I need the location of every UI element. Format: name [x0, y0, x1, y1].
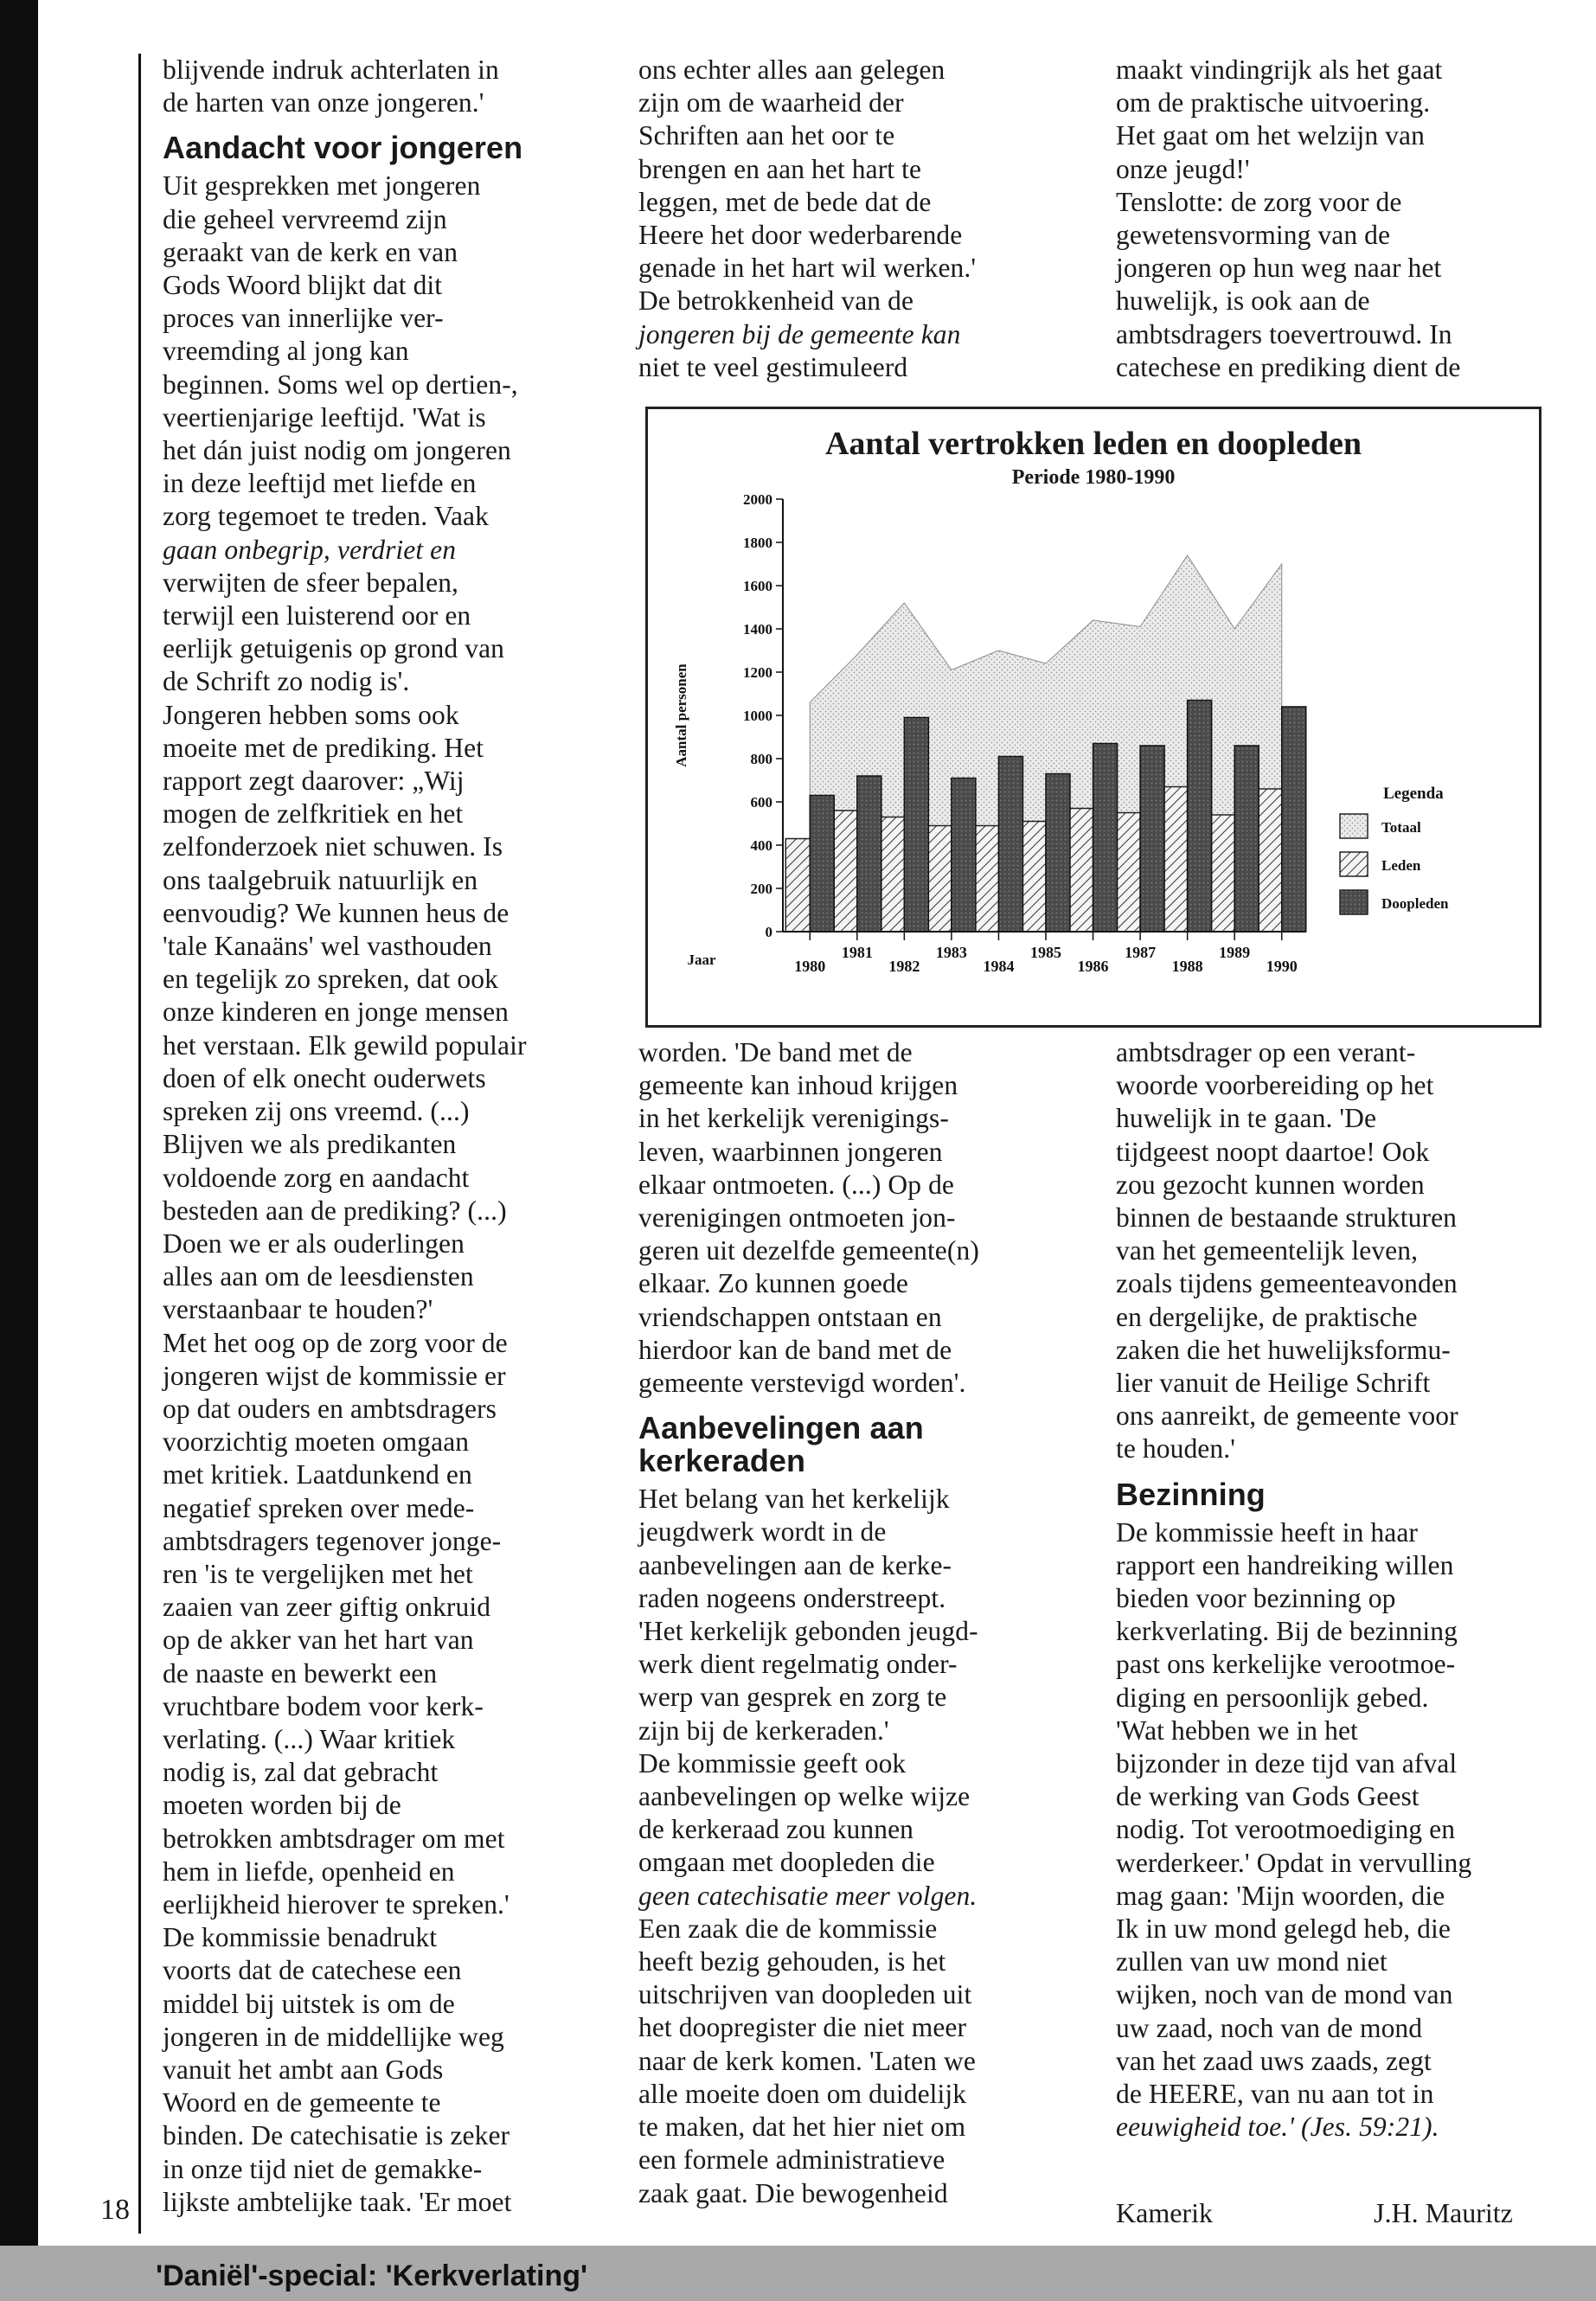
- text-line: de Schrift zo nodig is'.: [163, 666, 410, 697]
- text-line: mogen de zelfkritiek en het: [163, 798, 464, 830]
- text-line: beginnen. Soms wel op dertien-,: [163, 369, 518, 400]
- text-line: het dán juist nodig om jongeren: [163, 435, 511, 466]
- text-line: De kommissie benadrukt: [163, 1922, 438, 1953]
- footer-section-title: 'Daniël'-special: 'Kerkverlating': [156, 2259, 588, 2292]
- text-line: worden. 'De band met de: [638, 1037, 913, 1067]
- x-tick-label: 1980: [794, 958, 826, 975]
- section-heading: Bezinning: [1116, 1476, 1266, 1512]
- bar-doopleden: [857, 776, 881, 932]
- legend-label: Doopleden: [1381, 895, 1449, 912]
- x-tick-label: 1982: [888, 958, 920, 975]
- text-line: ons aanreikt, de gemeente voor: [1116, 1400, 1458, 1432]
- text-line: zijn bij de kerkeraden.': [638, 1715, 889, 1746]
- text-line: in het kerkelijk verenigings-: [638, 1103, 949, 1134]
- bar-leden: [1022, 822, 1046, 933]
- x-tick-label: 1990: [1266, 958, 1298, 975]
- page-edge-bar: [0, 0, 38, 2301]
- text-line: vruchtbare bodem voor kerk-: [163, 1690, 484, 1721]
- text-line: alle moeite doen om duidelijk: [638, 2078, 967, 2109]
- text-line: veertienjarige leeftijd. 'Wat is: [163, 401, 486, 433]
- text-line: van het gemeentelijk leven,: [1116, 1235, 1419, 1266]
- text-line: omgaan met doopleden die: [638, 1847, 935, 1878]
- text-line: diging en persoonlijk gebed.: [1116, 1682, 1429, 1713]
- legend-title: Legenda: [1383, 785, 1444, 803]
- y-tick-label: 1400: [743, 621, 772, 638]
- text-line: kerkverlating. Bij de bezinning: [1116, 1616, 1458, 1647]
- text-line: voorts dat de catechese een: [163, 1955, 462, 1986]
- text-line: gewetensvorming van de: [1116, 220, 1391, 251]
- text-line: Gods Woord blijkt dat dit: [163, 270, 443, 301]
- text-line: Jongeren hebben soms ook: [163, 699, 459, 730]
- text-line: te maken, dat het hier niet om: [638, 2112, 966, 2143]
- text-line: rapport een handreiking willen: [1116, 1549, 1454, 1580]
- bar-doopleden: [904, 718, 928, 933]
- section-heading-continued: kerkeraden: [638, 1443, 806, 1479]
- text-line: huwelijk in te gaan. 'De: [1116, 1103, 1377, 1134]
- x-axis-label: Jaar: [687, 952, 716, 968]
- text-line: van het zaad uws zaads, zegt: [1116, 2045, 1432, 2076]
- bar-doopleden: [1188, 701, 1212, 933]
- text-line: De betrokkenheid van de: [638, 285, 914, 317]
- bar-doopleden: [810, 796, 834, 933]
- legend-label: Leden: [1381, 857, 1421, 874]
- text-line: verstaanbaar te houden?': [163, 1294, 433, 1325]
- text-line: op de akker van het hart van: [163, 1625, 474, 1656]
- text-line: genade in het hart wil werken.': [638, 253, 977, 284]
- text-line: ambtsdragers toevertrouwd. In: [1116, 318, 1452, 349]
- text-line: doen of elk onecht ouderwets: [163, 1062, 486, 1093]
- chart-svg: [648, 409, 1539, 1025]
- text-line: vreemding al jong kan: [163, 336, 409, 367]
- y-axis-label: Aantal personen: [673, 663, 689, 767]
- text-line: gemeente kan inhoud krijgen: [638, 1070, 958, 1101]
- text-line: ren 'is te vergelijken met het: [163, 1558, 473, 1589]
- bar-doopleden: [1046, 774, 1070, 933]
- text-line: woorde voorbereiding op het: [1116, 1070, 1434, 1101]
- text-line: in deze leeftijd met liefde en: [163, 468, 477, 499]
- text-line: het verstaan. Elk gewild populair: [163, 1029, 527, 1061]
- bar-doopleden: [1140, 746, 1164, 932]
- legend-swatch: [1340, 852, 1368, 876]
- text-line: zaken die het huwelijksformu-: [1116, 1334, 1451, 1365]
- text-line: jongeren bij de gemeente kan: [638, 318, 961, 349]
- text-line: binden. De catechisatie is zeker: [163, 2120, 510, 2151]
- section-heading: Aanbevelingen aan: [638, 1410, 924, 1446]
- text-line: leggen, met de bede dat de: [638, 186, 932, 217]
- text-line: zelfonderzoek niet schuwen. Is: [163, 831, 503, 862]
- text-line: Doen we er als ouderlingen: [163, 1227, 465, 1259]
- column-3-top: [1116, 54, 1460, 384]
- y-tick-label: 200: [750, 881, 772, 897]
- text-line: werderkeer.' Opdat in vervulling: [1116, 1847, 1472, 1878]
- bar-leden: [785, 839, 810, 933]
- x-tick-label: 1984: [983, 958, 1015, 975]
- text-line: proces van innerlijke ver-: [163, 303, 444, 334]
- text-line: brengen en aan het hart te: [638, 153, 922, 184]
- text-line: in onze tijd niet de gemakke-: [163, 2153, 483, 2184]
- text-line: wijken, noch van de mond van: [1116, 1979, 1453, 2010]
- y-tick-label: 600: [750, 794, 772, 811]
- text-line: die geheel vervreemd zijn: [163, 203, 447, 234]
- text-line: 'Wat hebben we in het: [1116, 1715, 1358, 1746]
- bar-doopleden: [1234, 746, 1259, 932]
- section-heading: Aandacht voor jongeren: [163, 130, 523, 166]
- text-line: vanuit het ambt aan Gods: [163, 2054, 444, 2085]
- text-line: spreken zij ons vreemd. (...): [163, 1096, 470, 1127]
- x-tick-label: 1986: [1077, 958, 1109, 975]
- text-line: zaaien van zeer giftig onkruid: [163, 1592, 491, 1623]
- text-line: 'tale Kanaäns' wel vasthouden: [163, 931, 492, 962]
- text-line: Een zaak die de kommissie: [638, 1913, 938, 1944]
- text-line: mag gaan: 'Mijn woorden, die: [1116, 1880, 1445, 1911]
- text-line: eerlijkheid hierover te spreken.': [163, 1888, 510, 1920]
- text-line: geraakt van de kerk en van: [163, 236, 458, 267]
- text-line: de werking van Gods Geest: [1116, 1781, 1420, 1812]
- text-line: onze kinderen en jonge mensen: [163, 997, 510, 1028]
- bar-leden: [927, 826, 952, 933]
- text-line: geen catechisatie meer volgen.: [638, 1880, 977, 1911]
- text-line: de naaste en bewerkt een: [163, 1657, 438, 1689]
- y-tick-label: 1000: [743, 708, 772, 724]
- y-tick-label: 2000: [743, 491, 772, 508]
- text-line: Tenslotte: de zorg voor de: [1116, 186, 1402, 217]
- text-line: elkaar. Zo kunnen goede: [638, 1268, 908, 1299]
- text-line: verlating. (...) Waar kritiek: [163, 1723, 456, 1754]
- y-tick-label: 400: [750, 837, 772, 854]
- text-line: te houden.': [1116, 1433, 1235, 1465]
- text-line: en tegelijk zo spreken, dat ook: [163, 964, 498, 995]
- bar-leden: [1116, 813, 1140, 933]
- text-line: zullen van uw mond niet: [1116, 1946, 1388, 1977]
- text-line: de harten van onze jongeren.': [163, 87, 484, 119]
- text-line: catechese en prediking dient de: [1116, 351, 1461, 382]
- text-line: Blijven we als predikanten: [163, 1129, 457, 1160]
- text-line: rapport zegt daarover: „Wij: [163, 766, 465, 797]
- text-line: zaak gaat. Die bewogenheid: [638, 2177, 948, 2208]
- y-tick-label: 1600: [743, 578, 772, 594]
- bar-leden: [1163, 787, 1188, 933]
- bar-doopleden: [998, 757, 1022, 933]
- text-line: De kommissie geeft ook: [638, 1747, 907, 1779]
- text-line: alles aan om de leesdiensten: [163, 1261, 474, 1292]
- bar-doopleden: [1093, 744, 1118, 933]
- text-line: nodig is, zal dat gebracht: [163, 1757, 439, 1788]
- x-tick-label: 1983: [935, 944, 967, 961]
- text-line: eenvoudig? We kunnen heus de: [163, 897, 510, 928]
- text-line: negatief spreken over mede-: [163, 1492, 475, 1523]
- text-line: jongeren wijst de kommissie er: [163, 1360, 506, 1391]
- x-tick-label: 1985: [1030, 944, 1061, 961]
- text-line: 'Het kerkelijk gebonden jeugd-: [638, 1616, 978, 1647]
- bar-doopleden: [1282, 707, 1306, 932]
- text-line: moeten worden bij de: [163, 1790, 401, 1821]
- text-line: op dat ouders en ambtsdragers: [163, 1393, 497, 1424]
- text-line: binnen de bestaande strukturen: [1116, 1202, 1457, 1234]
- text-line: past ons kerkelijke verootmoe-: [1116, 1649, 1456, 1680]
- text-line: maakt vindingrijk als het gaat: [1116, 54, 1443, 85]
- text-line: ambtsdrager op een verant-: [1116, 1037, 1416, 1067]
- text-line: moeite met de prediking. Het: [163, 732, 484, 763]
- text-line: verwijten de sfeer bepalen,: [163, 567, 459, 598]
- text-line: betrokken ambtsdrager om met: [163, 1823, 505, 1854]
- text-line: Heere het door wederbarende: [638, 220, 963, 251]
- text-line: geren uit dezelfde gemeente(n): [638, 1235, 979, 1266]
- text-line: om de praktische uitvoering.: [1116, 87, 1431, 119]
- text-line: werk dient regelmatig onder-: [638, 1649, 958, 1680]
- text-line: met kritiek. Laatdunkend en: [163, 1459, 472, 1490]
- bar-leden: [1210, 815, 1234, 932]
- signature-name: J.H. Mauritz: [1374, 2197, 1513, 2228]
- text-line: aanbevelingen op welke wijze: [638, 1781, 971, 1812]
- y-tick-label: 1200: [743, 664, 772, 681]
- legend-swatch: [1340, 814, 1368, 838]
- x-tick-label: 1989: [1219, 944, 1251, 961]
- text-line: het doopregister die niet meer: [638, 2012, 967, 2043]
- text-line: voldoende zorg en aandacht: [163, 1162, 470, 1193]
- text-line: Schriften aan het oor te: [638, 120, 895, 151]
- legend-swatch: [1340, 890, 1368, 914]
- text-line: eerlijk getuigenis op grond van: [163, 633, 505, 664]
- y-tick-label: 1800: [743, 535, 772, 551]
- text-line: bieden voor bezinning op: [1116, 1583, 1396, 1614]
- text-line: een formele administratieve: [638, 2144, 945, 2176]
- text-line: huwelijk, is ook aan de: [1116, 285, 1370, 317]
- text-line: Het gaat om het welzijn van: [1116, 120, 1425, 151]
- column-3-bottom: [1116, 1036, 1471, 2144]
- text-line: aanbevelingen aan de kerke-: [638, 1549, 952, 1580]
- text-line: lijkste ambtelijke taak. 'Er moet: [163, 2186, 512, 2217]
- text-line: ambtsdragers tegenover jonge-: [163, 1525, 502, 1556]
- text-line: uitschrijven van doopleden uit: [638, 1979, 972, 2010]
- column-1: [163, 54, 527, 2219]
- text-line: jongeren op hun weg naar het: [1116, 253, 1442, 284]
- text-line: nodig. Tot verootmoediging en: [1116, 1814, 1456, 1845]
- text-line: zoals tijdens gemeenteavonden: [1116, 1268, 1458, 1299]
- text-line: zorg tegemoet te treden. Vaak: [163, 501, 489, 532]
- text-line: jongeren in de middellijke weg: [163, 2021, 504, 2052]
- bar-leden: [880, 817, 904, 933]
- text-line: elkaar ontmoeten. (...) Op de: [638, 1169, 955, 1200]
- text-line: raden nogeens onderstreept.: [638, 1582, 946, 1613]
- text-line: hem in liefde, openheid en: [163, 1856, 455, 1887]
- y-tick-label: 800: [750, 751, 772, 767]
- text-line: ons echter alles aan gelegen: [638, 54, 945, 85]
- chart-panel: [645, 407, 1542, 1028]
- text-line: voorzichtig moeten omgaan: [163, 1426, 470, 1458]
- text-line: blijvende indruk achterlaten in: [163, 54, 499, 85]
- text-line: naar de kerk komen. 'Laten we: [638, 2045, 976, 2076]
- signature-place: Kamerik: [1116, 2197, 1213, 2228]
- chart-title: Aantal vertrokken leden en doopleden: [824, 426, 1362, 462]
- text-line: De kommissie heeft in haar: [1116, 1516, 1418, 1548]
- bar-leden: [974, 826, 998, 933]
- text-line: onze jeugd!': [1116, 153, 1250, 184]
- text-line: Ik in uw mond gelegd heb, die: [1116, 1913, 1451, 1945]
- text-line: tijdgeest noopt daartoe! Ook: [1116, 1136, 1430, 1167]
- bar-leden: [833, 811, 857, 932]
- text-line: middel bij uitstek is om de: [163, 1988, 455, 2019]
- text-line: niet te veel gestimuleerd: [638, 351, 908, 382]
- text-line: gemeente verstevigd worden'.: [638, 1368, 966, 1399]
- text-line: bijzonder in deze tijd van afval: [1116, 1748, 1458, 1779]
- column-2-bottom: [638, 1036, 979, 2210]
- text-line: verenigingen ontmoeten jon-: [638, 1202, 956, 1234]
- column-rule: [138, 54, 141, 2234]
- column-2-top: [638, 54, 976, 384]
- text-line: en dergelijke, de praktische: [1116, 1301, 1418, 1332]
- x-tick-label: 1988: [1171, 958, 1203, 975]
- x-tick-label: 1987: [1125, 944, 1157, 961]
- legend-label: Totaal: [1381, 819, 1421, 836]
- text-line: besteden aan de prediking? (...): [163, 1195, 507, 1226]
- text-line: eeuwigheid toe.' (Jes. 59:21).: [1116, 2112, 1439, 2143]
- text-line: heeft bezig gehouden, is het: [638, 1946, 946, 1977]
- text-line: hierdoor kan de band met de: [638, 1334, 952, 1365]
- text-line: zijn om de waarheid der: [638, 87, 904, 119]
- text-line: de kerkeraad zou kunnen: [638, 1814, 914, 1845]
- text-line: de HEERE, van nu aan tot in: [1116, 2079, 1434, 2110]
- bar-leden: [1258, 789, 1282, 932]
- text-line: gaan onbegrip, verdriet en: [163, 534, 457, 565]
- text-line: Woord en de gemeente te: [163, 2087, 441, 2118]
- bar-leden: [1069, 809, 1093, 933]
- x-tick-label: 1981: [841, 944, 873, 961]
- chart-subtitle: Periode 1980-1990: [1011, 466, 1176, 489]
- text-line: terwijl een luisterend oor en: [163, 600, 471, 631]
- bar-doopleden: [952, 779, 976, 933]
- text-line: leven, waarbinnen jongeren: [638, 1136, 943, 1167]
- text-line: werp van gesprek en zorg te: [638, 1682, 947, 1713]
- text-line: Het belang van het kerkelijk: [638, 1484, 950, 1515]
- text-line: Met het oog op de zorg voor de: [163, 1327, 508, 1358]
- text-line: ons taalgebruik natuurlijk en: [163, 864, 478, 895]
- text-line: lier vanuit de Heilige Schrift: [1116, 1368, 1431, 1399]
- text-line: uw zaad, noch van de mond: [1116, 2012, 1423, 2043]
- text-line: jeugdwerk wordt in de: [638, 1516, 887, 1548]
- text-line: Uit gesprekken met jongeren: [163, 170, 481, 202]
- text-line: vriendschappen ontstaan en: [638, 1301, 942, 1332]
- y-tick-label: 0: [765, 924, 772, 940]
- text-line: zou gezocht kunnen worden: [1116, 1169, 1425, 1200]
- page-number: 18: [100, 2194, 130, 2226]
